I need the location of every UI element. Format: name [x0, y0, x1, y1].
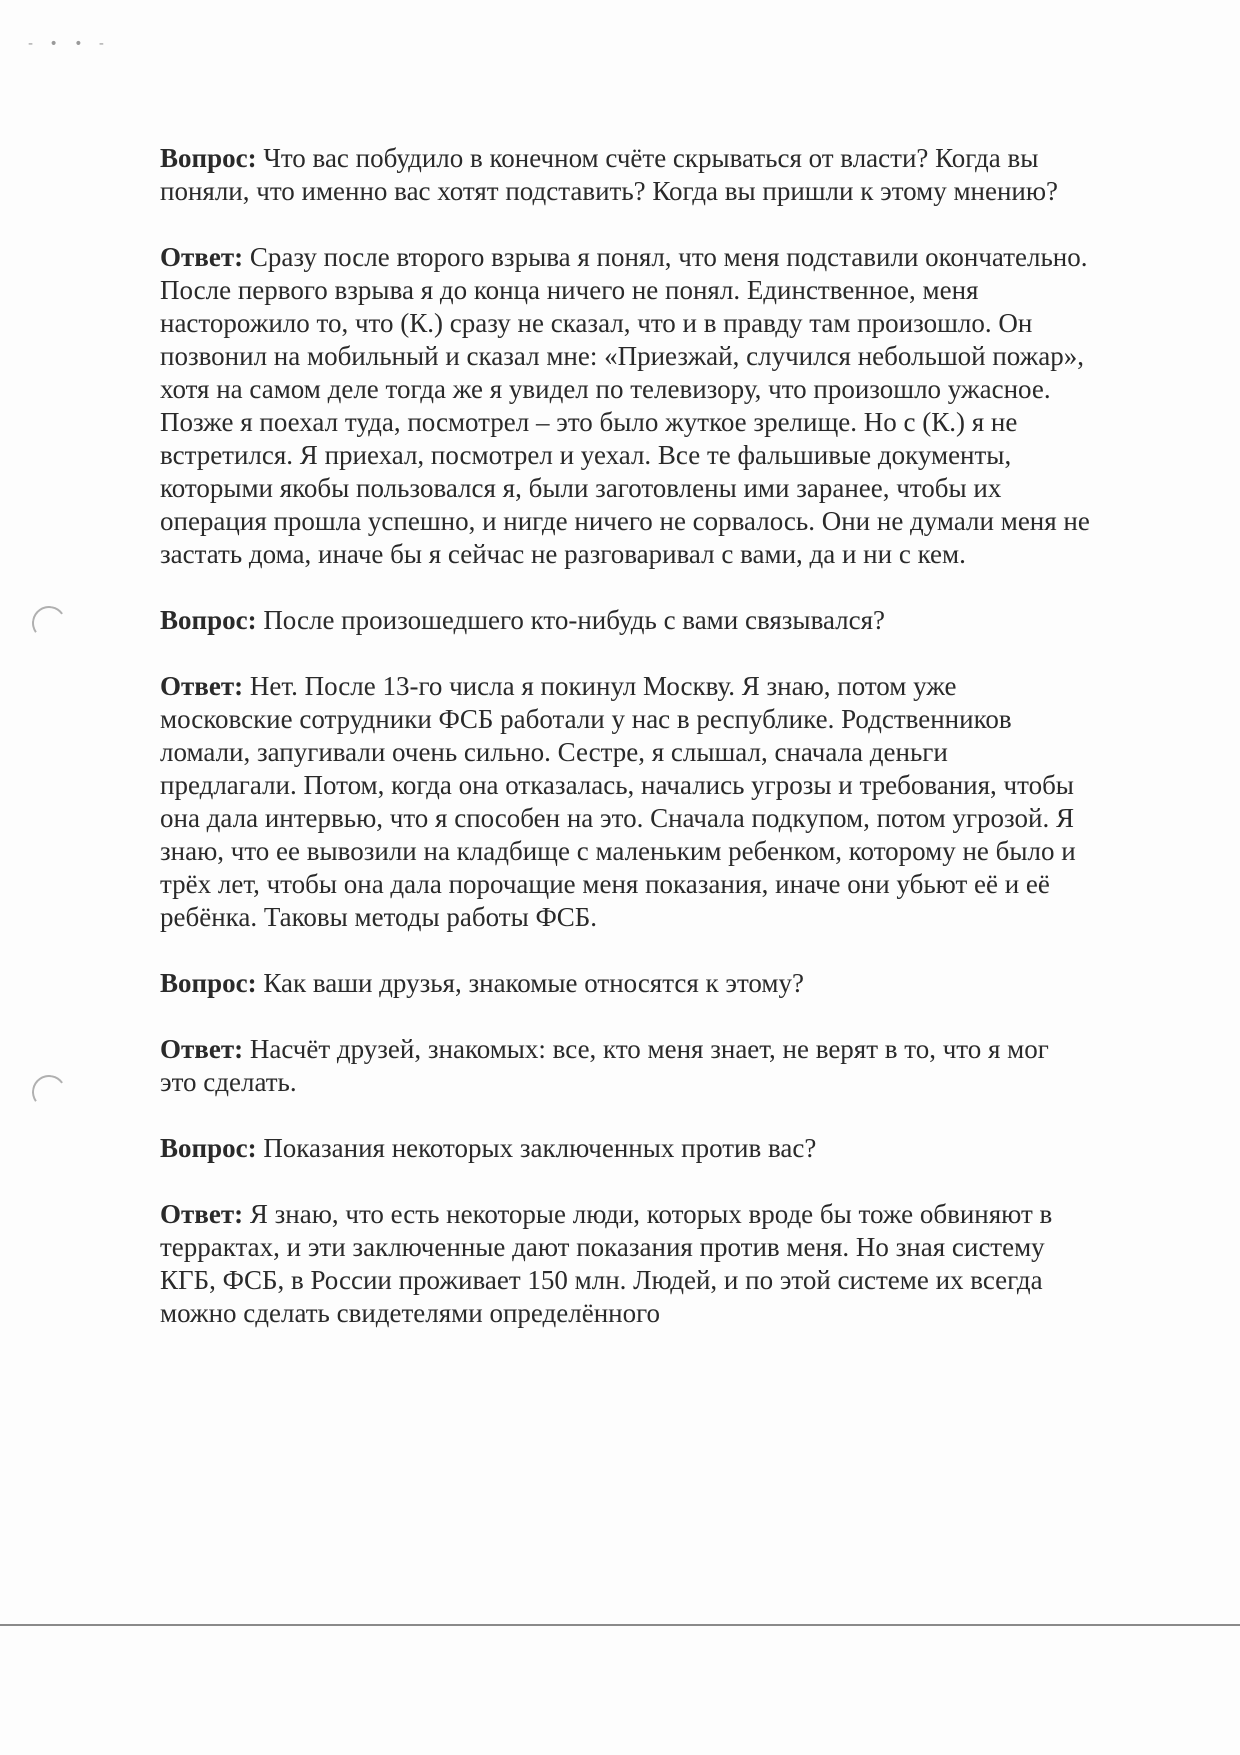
question-paragraph	[160, 967, 1090, 1000]
page-bottom-edge	[0, 1624, 1240, 1626]
question-text: После произошедшего кто-нибудь с вами связывался?	[256, 605, 886, 635]
answer-label: Ответ:	[160, 1034, 244, 1064]
question-label: Вопрос:	[160, 1133, 257, 1163]
answer-paragraph	[160, 1198, 1090, 1330]
question-text: Как ваши друзья, знакомые относятся к этому?	[256, 968, 804, 998]
question-paragraph	[160, 142, 1090, 208]
answer-text: Я знаю, что есть некоторые люди, которых вроде бы тоже обвиняют в террактах, и эти заключенные дают показания против меня. Но зная систему КГБ, ФСБ, в России проживает 150 млн. Людей, и по этой системе их всегда можно сделать свидетелями определённого	[160, 1199, 1053, 1328]
answer-text: Нет. После 13-го числа я покинул Москву. Я знаю, потом уже московские сотрудники ФСБ работали у нас в республике. Родственников ломали, запугивали очень сильно. Сестре, я слышал, сначала деньги предлагали. Потом, когда она отказалась, начались угрозы и требования, чтобы она дала интервью, что я способен на это. Сначала подкупом, потом угрозой. Я знаю, что ее вывозили на кладбище с маленьким ребенком, которому не было и трёх лет, чтобы она дала порочащие меня показания, иначе они убьют её и её ребёнка. Таковы методы работы ФСБ.	[160, 671, 1076, 932]
answer-label: Ответ:	[160, 242, 244, 272]
answer-label: Ответ:	[160, 1199, 244, 1229]
question-label: Вопрос:	[160, 143, 257, 173]
question-text: Что вас побудило в конечном счёте скрываться от власти? Когда вы поняли, что именно вас хотят подставить? Когда вы пришли к этому мнению?	[160, 143, 1059, 206]
answer-text: Насчёт друзей, знакомых: все, кто меня знает, не верят в то, что я мог это сделать.	[160, 1034, 1049, 1097]
interview-text	[160, 142, 1090, 1363]
punch-hole-mark	[29, 1072, 68, 1111]
answer-text: Сразу после второго взрыва я понял, что меня подставили окончательно. После первого взрыва я до конца ничего не понял. Единственное, меня насторожило то, что (К.) сразу не сказал, что и в правду там произошло. Он позвонил на мобильный и сказал мне: «Приезжай, случился небольшой пожар», хотя на самом деле тогда же я увидел по телевизору, что произошло ужасное. Позже я поехал туда, посмотрел – это было жуткое зрелище. Но с (К.) я не встретился. Я приехал, посмотрел и уехал. Все те фальшивые документы, которыми якобы пользовался я, были заготовлены ими заранее, чтобы их операция прошла успешно, и нигде ничего не сорвалось. Они не думали меня не застать дома, иначе бы я сейчас не разговаривал с вами, да и ни с кем.	[160, 242, 1090, 569]
answer-paragraph	[160, 241, 1090, 571]
punch-hole-mark	[29, 603, 68, 642]
question-text: Показания некоторых заключенных против вас?	[256, 1133, 817, 1163]
question-paragraph	[160, 604, 1090, 637]
answer-paragraph	[160, 670, 1090, 934]
question-paragraph	[160, 1132, 1090, 1165]
answer-label: Ответ:	[160, 671, 244, 701]
answer-paragraph	[160, 1033, 1090, 1099]
question-label: Вопрос:	[160, 605, 257, 635]
question-label: Вопрос:	[160, 968, 257, 998]
scan-mark: - • • -	[28, 36, 110, 52]
